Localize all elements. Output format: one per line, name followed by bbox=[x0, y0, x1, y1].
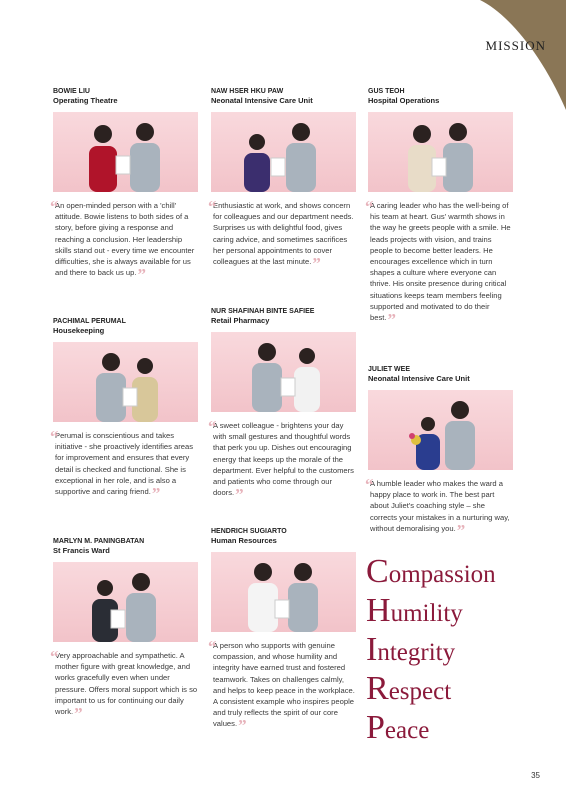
profile-quote: “ A sweet colleague - brightens your day with small gestures and thoughtful words that perk you up. Dishes out encouraging energy that keeps up the morale of the department. Ever helpful to the customers and patients who come through our doors.” bbox=[208, 417, 354, 505]
value-humility: Humility bbox=[366, 592, 463, 629]
profile-name: MARLYN M. PANINGBATAN bbox=[53, 538, 145, 545]
profile-role: Retail Pharmacy bbox=[211, 316, 270, 325]
profile-role: Human Resources bbox=[211, 536, 277, 545]
page-number: 35 bbox=[531, 771, 540, 780]
profile-quote: “ A humble leader who makes the ward a happy place to work in. The best part about Juliet's coaching style – she corrects your mistakes in a nurturing way, without demoralising you.” bbox=[365, 475, 510, 540]
profile-photo bbox=[368, 112, 513, 192]
profile-name: PACHIMAL PERUMAL bbox=[53, 318, 126, 325]
profile-quote: “ Enthusiastic at work, and shows concern for colleagues and our department needs. Surprises us with delightful food, gives caring advice, and sometimes sacrifices her personal appointments to cover colleagues at the last minute.” bbox=[208, 197, 354, 274]
profile-photo bbox=[211, 332, 356, 412]
profile-photo bbox=[211, 552, 356, 632]
section-title: MISSION bbox=[485, 38, 546, 53]
profile-quote: “ Perumal is conscientious and takes initiative - she proactively identifies areas for improvement and ensures that every detail is checked and functional. She is exceptional in her role, and is also a supportive and caring friend.” bbox=[50, 427, 194, 504]
profile-role: Neonatal Intensive Care Unit bbox=[368, 374, 470, 383]
profile-role: Neonatal Intensive Care Unit bbox=[211, 96, 313, 105]
profile-role: Housekeeping bbox=[53, 326, 105, 335]
profile-photo bbox=[368, 390, 513, 470]
profile-name: JULIET WEE bbox=[368, 366, 411, 373]
profile-card-bowie bbox=[50, 87, 198, 285]
profile-name: NAW HSER HKU PAW bbox=[211, 88, 284, 95]
profile-role: Hospital Operations bbox=[368, 96, 440, 105]
value-integrity: Integrity bbox=[366, 631, 456, 668]
profile-card-pachimal bbox=[50, 317, 198, 504]
profile-card-naw bbox=[208, 87, 356, 274]
profile-card-nur bbox=[208, 307, 356, 505]
profile-name: BOWIE LIU bbox=[53, 88, 90, 95]
profile-name: GUS TEOH bbox=[368, 88, 405, 95]
profile-name: NUR SHAFINAH BINTE SAFIEE bbox=[211, 308, 315, 315]
profile-photo bbox=[211, 112, 356, 192]
profile-photo bbox=[53, 562, 198, 642]
value-peace: Peace bbox=[366, 709, 430, 746]
profile-card-hendrich bbox=[208, 527, 356, 736]
profile-card-marlyn bbox=[50, 537, 198, 724]
profile-photo bbox=[53, 342, 198, 422]
profile-quote: “ A person who supports with genuine compassion, and whose humility and integrity have earned trust and fostered teamwork. Takes on challenges calmly, and helps to keep peace in the workplace. A consistent example who inspires people and truly reflects the spirit of our core values.” bbox=[208, 637, 355, 736]
profile-quote: “ A caring leader who has the well-being of his team at heart. Gus' warmth shows in the way he greets people with a smile. He leads projects with vision, and trains people to become better leaders. He encourages excellence which in turn shapes a culture where everyone can thrive. His onsite presence during critical situations keeps team members feeling supported and motivated to do their best.” bbox=[365, 197, 511, 330]
profile-photo bbox=[53, 112, 198, 192]
profile-quote: “ An open-minded person with a 'chill' attitude. Bowie listens to both sides of a story, before giving a response and reaching a conclusion. Her leadership skills stand out - every time we encounter difficulties, she is always available for us and there to back us up.” bbox=[50, 197, 195, 285]
profile-name: HENDRICH SUGIARTO bbox=[211, 528, 287, 535]
profile-role: Operating Theatre bbox=[53, 96, 118, 105]
value-respect: Respect bbox=[366, 670, 452, 707]
profile-card-gus bbox=[365, 87, 513, 330]
profile-quote: “ Very approachable and sympathetic. A mother figure with great knowledge, and works gracefully even when under pressure. Offers moral support which is so important to us for continuing our daily work.” bbox=[50, 647, 198, 724]
profile-role: St Francis Ward bbox=[53, 546, 110, 555]
profile-card-juliet bbox=[365, 365, 513, 540]
value-compassion: Compassion bbox=[366, 553, 496, 590]
core-values-list bbox=[366, 554, 496, 749]
